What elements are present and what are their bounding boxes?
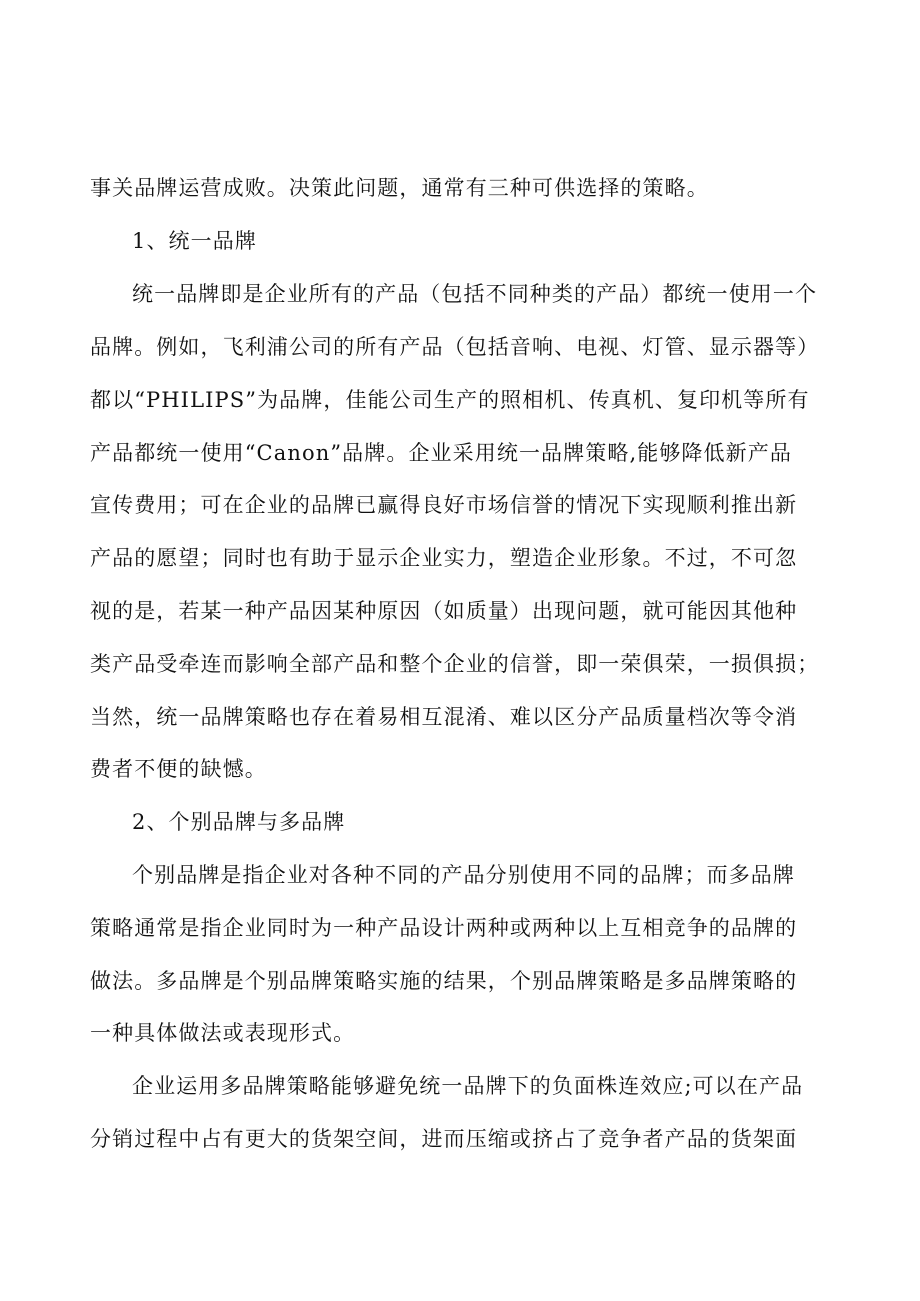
section-heading-individual-brand: 2、个别品牌与多品牌 xyxy=(132,810,346,834)
text-line: 策略通常是指企业同时为一种产品设计两种或两种以上互相竞争的品牌的 xyxy=(90,916,798,940)
text-line: 事关品牌运营成败。决策此问题，通常有三种可供选择的策略。 xyxy=(90,176,709,200)
text-line: 分销过程中占有更大的货架空间，进而压缩或挤占了竞争者产品的货架面 xyxy=(90,1127,798,1151)
text-line: 类产品受牵连而影响全部产品和整个企业的信誉，即一荣俱荣，一损俱损； xyxy=(90,652,820,676)
text-line: 费者不便的缺憾。 xyxy=(90,757,267,781)
text-line: 做法。多品牌是个别品牌策略实施的结果，个别品牌策略是多品牌策略的 xyxy=(90,969,798,993)
text-line: 一种具体做法或表现形式。 xyxy=(90,1021,356,1045)
text-line: 宣传费用；可在企业的品牌已赢得良好市场信誉的情况下实现顺利推出新 xyxy=(90,493,798,517)
text-line: 品牌。例如，飞利浦公司的所有产品（包括音响、电视、灯管、显示器等） xyxy=(90,335,820,359)
text-line: 统一品牌即是企业所有的产品（包括不同种类的产品）都统一使用一个 xyxy=(132,282,818,306)
text-line: 个别品牌是指企业对各种不同的产品分别使用不同的品牌；而多品牌 xyxy=(132,863,795,887)
text-line: 都以“PHILIPS”为品牌，佳能公司生产的照相机、传真机、复印机等所有 xyxy=(90,388,810,412)
section-heading-unified-brand: 1、统一品牌 xyxy=(132,229,257,253)
text-line: 企业运用多品牌策略能够避免统一品牌下的负面株连效应;可以在产品 xyxy=(132,1074,804,1098)
text-line: 产品都统一使用“Canon”品牌。企业采用统一品牌策略,能够降低新产品 xyxy=(90,441,792,465)
text-line: 视的是，若某一种产品因某种原因（如质量）出现问题，就可能因其他种 xyxy=(90,599,798,623)
text-line: 当然，统一品牌策略也存在着易相互混淆、难以区分产品质量档次等令消 xyxy=(90,705,798,729)
text-line: 产品的愿望；同时也有助于显示企业实力，塑造企业形象。不过，不可忽 xyxy=(90,546,798,570)
